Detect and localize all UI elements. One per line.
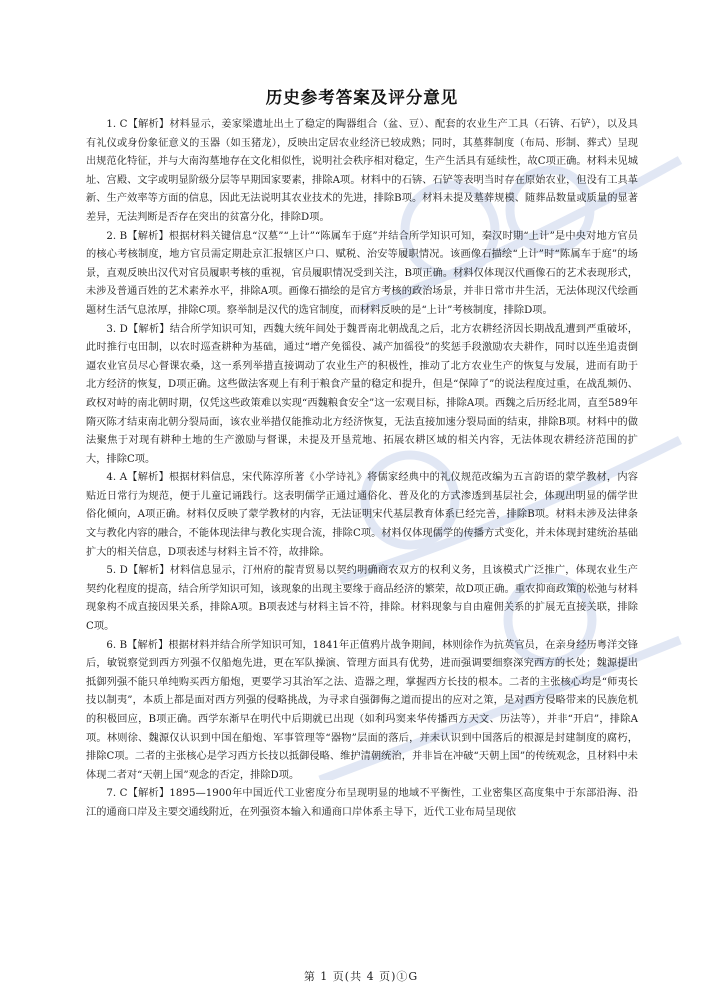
answer-3: 3. D【解析】结合所学知识可知，西魏大统年间处于魏晋南北朝战乱之后，北方农耕经济因长期战乱遭到严重破坏，此时推行屯田制，以农时巡查耕种为基础，通过“增产免徭役、减产加徭役”的奖惩手段激励农夫耕作，同时以连坐追责倒逼农业官员尽心督课农桑，这一系列举措直接调动了农业生产的积极性，推动了北方农业生产的恢复与发展，进而有助于北方经济的恢复，D项正确。这些做法客观上有利于粮食产量的稳定和提升，但是“保障了”的说法程度过重，在战乱频仍、政权对峙的南北朝时期，仅凭这些政策难以实现“西魏粮食安全”这一宏观目标，排除A项。西魏之后历经北周，直至589年隋灭陈才结束南北朝分裂局面，该农业举措仅能推动北方经济恢复，无法直接加速分裂局面的结束，排除B项。材料中的做法聚焦于对现有耕种土地的生产激励与督课，未提及开垦荒地、拓展农耕区域的相关内容，无法体现农耕经济范围的扩大，排除C项。 — [86, 323, 638, 465]
answer-4: 4. A【解析】根据材料信息，宋代陈淳所著《小学诗礼》将儒家经典中的礼仪规范改编为五言韵语的蒙学教材，内容贴近日常行为规范，便于儿童记诵践行。这表明儒学正通过通俗化、普及化的方式渗透到基层社会，体现出明显的儒学世俗化倾向，A项正确。材料仅反映了蒙学教材的内容，无法证明宋代基层教育体系已经完善，排除B项。材料未涉及法律条文与教化内容的融合，不能体现法律与教化实现合流，排除C项。材料仅体现儒学的传播方式变化，并未体现封建统治基础扩大的相关信息，D项表述与材料主旨不符，故排除。 — [86, 472, 638, 558]
answer-2: 2. B【解析】根据材料关键信息“汉墓”“上计”“陈属车于庭”并结合所学知识可知，秦汉时期“上计”是中央对地方官员的核心考核制度，地方官员需定期赴京汇报辖区户口、赋税、治安等履职情况。该画像石描绘“上计”时“陈属车于庭”的场景，直观反映出汉代对官员履职考核的重视，官员履职情况受到关注，B项正确。材料仅体现汉代画像石的艺术表现形式，未涉及普通百姓的艺术素养水平，排除A项。画像石描绘的是官方考核的政治场景，并非日常市井生活，无法体现汉代绘画题材生活气息浓厚，排除C项。察举制是汉代的选官制度，而材料反映的是“上计”考核制度，排除D项。 — [86, 230, 638, 316]
page-footer: 第 1 页(共 4 页)①G — [303, 970, 419, 983]
answer-1: 1. C【解析】材料显示，姜家梁遗址出土了稳定的陶器组合（盆、豆）、配套的农业生产工具（石锛、石铲），以及具有礼仪或身份象征意义的玉器（如玉猪龙），反映出定居农业经济已较成熟；同时，其墓葬制度（布局、形制、葬式）呈现出规范化特征，并与大南沟墓地存在文化相似性，说明社会秩序相对稳定，生产生活具有延续性，故C项正确。材料未见城址、宫殿、文字或明显阶级分层等早期国家要素，排除A项。材料中的石锛、石铲等表明当时存在原始农业，但没有工具革新、生产效率等方面的信息，因此无法说明其农业技术的先进，排除B项。材料未提及墓葬规模、随葬品数量或质量的显著差异，无法判断是否存在突出的贫富分化，排除D项。 — [86, 119, 638, 223]
answer-7: 7. C【解析】1895—1900年中国近代工业密度分布呈现明显的地域不平衡性，工业密集区高度集中于东部沿海、沿江的通商口岸及主要交通线附近，在列强资本输入和通商口岸体系主导下，近代工业布局呈现依 — [86, 788, 638, 818]
answer-document — [86, 84, 638, 823]
page-title: 历史参考答案及评分意见 — [265, 88, 459, 107]
answer-6: 6. B【解析】根据材料并结合所学知识可知，1841年正值鸦片战争期间，林则徐作为抗英官员，在亲身经历粤洋交锋后，敏锐察觉到西方列强不仅船炮先进，更在军队操演、管理方面具有优势，进而强调要细察深究西方的长处；魏源提出抵御列强不能只单纯购买西方船炮，更要学习其治军之法、造器之理，掌握西方长技的根本。二者的主张核心均是“师夷长技以制夷”，本质上都是面对西方列强的侵略挑战，为寻求自强御侮之道而提出的应对之策，是对西方侵略带来的民族危机的积极回应，B项正确。西学东渐早在明代中后期就已出现（如利玛窦来华传播西方天文、历法等），并非“开启”，排除A项。林则徐、魏源仅认识到中国在船炮、军事管理等“器物”层面的落后，并未认识到中国落后的根源是封建制度的腐朽，排除C项。二者的主张核心是学习西方长技以抵御侵略、维护清朝统治，并非旨在冲破“天朝上国”的传统观念，且材料中未体现二者对“天朝上国”观念的否定，排除D项。 — [86, 639, 638, 781]
answer-5: 5. D【解析】材料信息显示，汀州府的靛青贸易以契约明确商农双方的权利义务，且该模式广泛推广，体现农业生产契约化程度的提高，结合所学知识可知，该现象的出现主要缘于商品经济的繁荣，故D项正确。重农抑商政策的松弛与材料现象构不成直接因果关系，排除A项。B项表述与材料主旨不符，排除。材料现象与自由雇佣关系的扩展无直接关联，排除C项。 — [86, 565, 638, 633]
